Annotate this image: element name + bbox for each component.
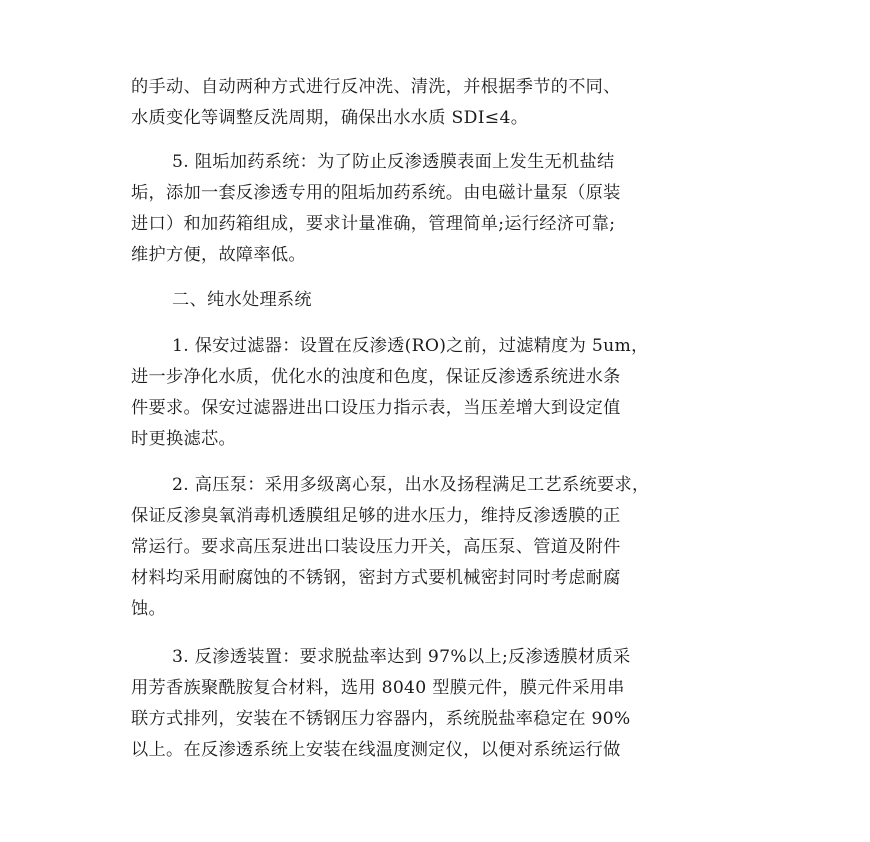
paragraph-item-2 (131, 470, 743, 625)
text-line: 2. 高压泵：采用多级离心泵，出水及扬程满足工艺系统要求， (172, 475, 650, 495)
paragraph-item-1 (131, 331, 743, 455)
text-line: 保证反渗臭氧消毒机透膜组足够的进水压力，维持反渗透膜的正 (131, 506, 621, 526)
text-line: 维护方便，故障率低。 (131, 245, 306, 265)
section-title: 二、纯水处理系统 (172, 290, 312, 310)
text-line: 蚀。 (131, 599, 166, 619)
text-line: 5. 阻垢加药系统：为了防止反渗透膜表面上发生无机盐结 (172, 152, 615, 172)
text-line: 水质变化等调整反洗周期，确保出水水质 SDI≤4。 (131, 108, 529, 128)
paragraph-item-5 (131, 147, 743, 271)
text-line: 以上。在反渗透系统上安装在线温度测定仪，以便对系统运行做 (131, 740, 621, 760)
paragraph-item-3 (131, 642, 743, 766)
text-line: 件要求。保安过滤器进出口设压力指示表，当压差增大到设定值 (131, 398, 621, 418)
text-line: 常运行。要求高压泵进出口装设压力开关，高压泵、管道及附件 (131, 537, 621, 557)
text-line: 垢，添加一套反渗透专用的阻垢加药系统。由电磁计量泵（原装 (131, 183, 621, 203)
text-line: 材料均采用耐腐蚀的不锈钢，密封方式要机械密封同时考虑耐腐 (131, 568, 621, 588)
text-line: 的手动、自动两种方式进行反冲洗、清洗，并根据季节的不同、 (131, 77, 621, 97)
text-line: 1. 保安过滤器：设置在反渗透(RO)之前，过滤精度为 5um， (172, 336, 649, 356)
section-heading (131, 285, 743, 316)
text-line: 时更换滤芯。 (131, 429, 236, 449)
text-line: 进一步净化水质，优化水的浊度和色度，保证反渗透系统进水条 (131, 367, 621, 387)
text-line: 联方式排列，安装在不锈钢压力容器内，系统脱盐率稳定在 90% (131, 709, 631, 729)
text-line: 用芳香族聚酰胺复合材料，选用 8040 型膜元件，膜元件采用串 (131, 678, 625, 698)
text-line: 进口）和加药箱组成，要求计量准确，管理简单;运行经济可靠; (131, 214, 616, 234)
text-line: 3. 反渗透装置：要求脱盐率达到 97%以上;反渗透膜材质采 (172, 647, 631, 667)
paragraph-continuation (131, 72, 743, 134)
